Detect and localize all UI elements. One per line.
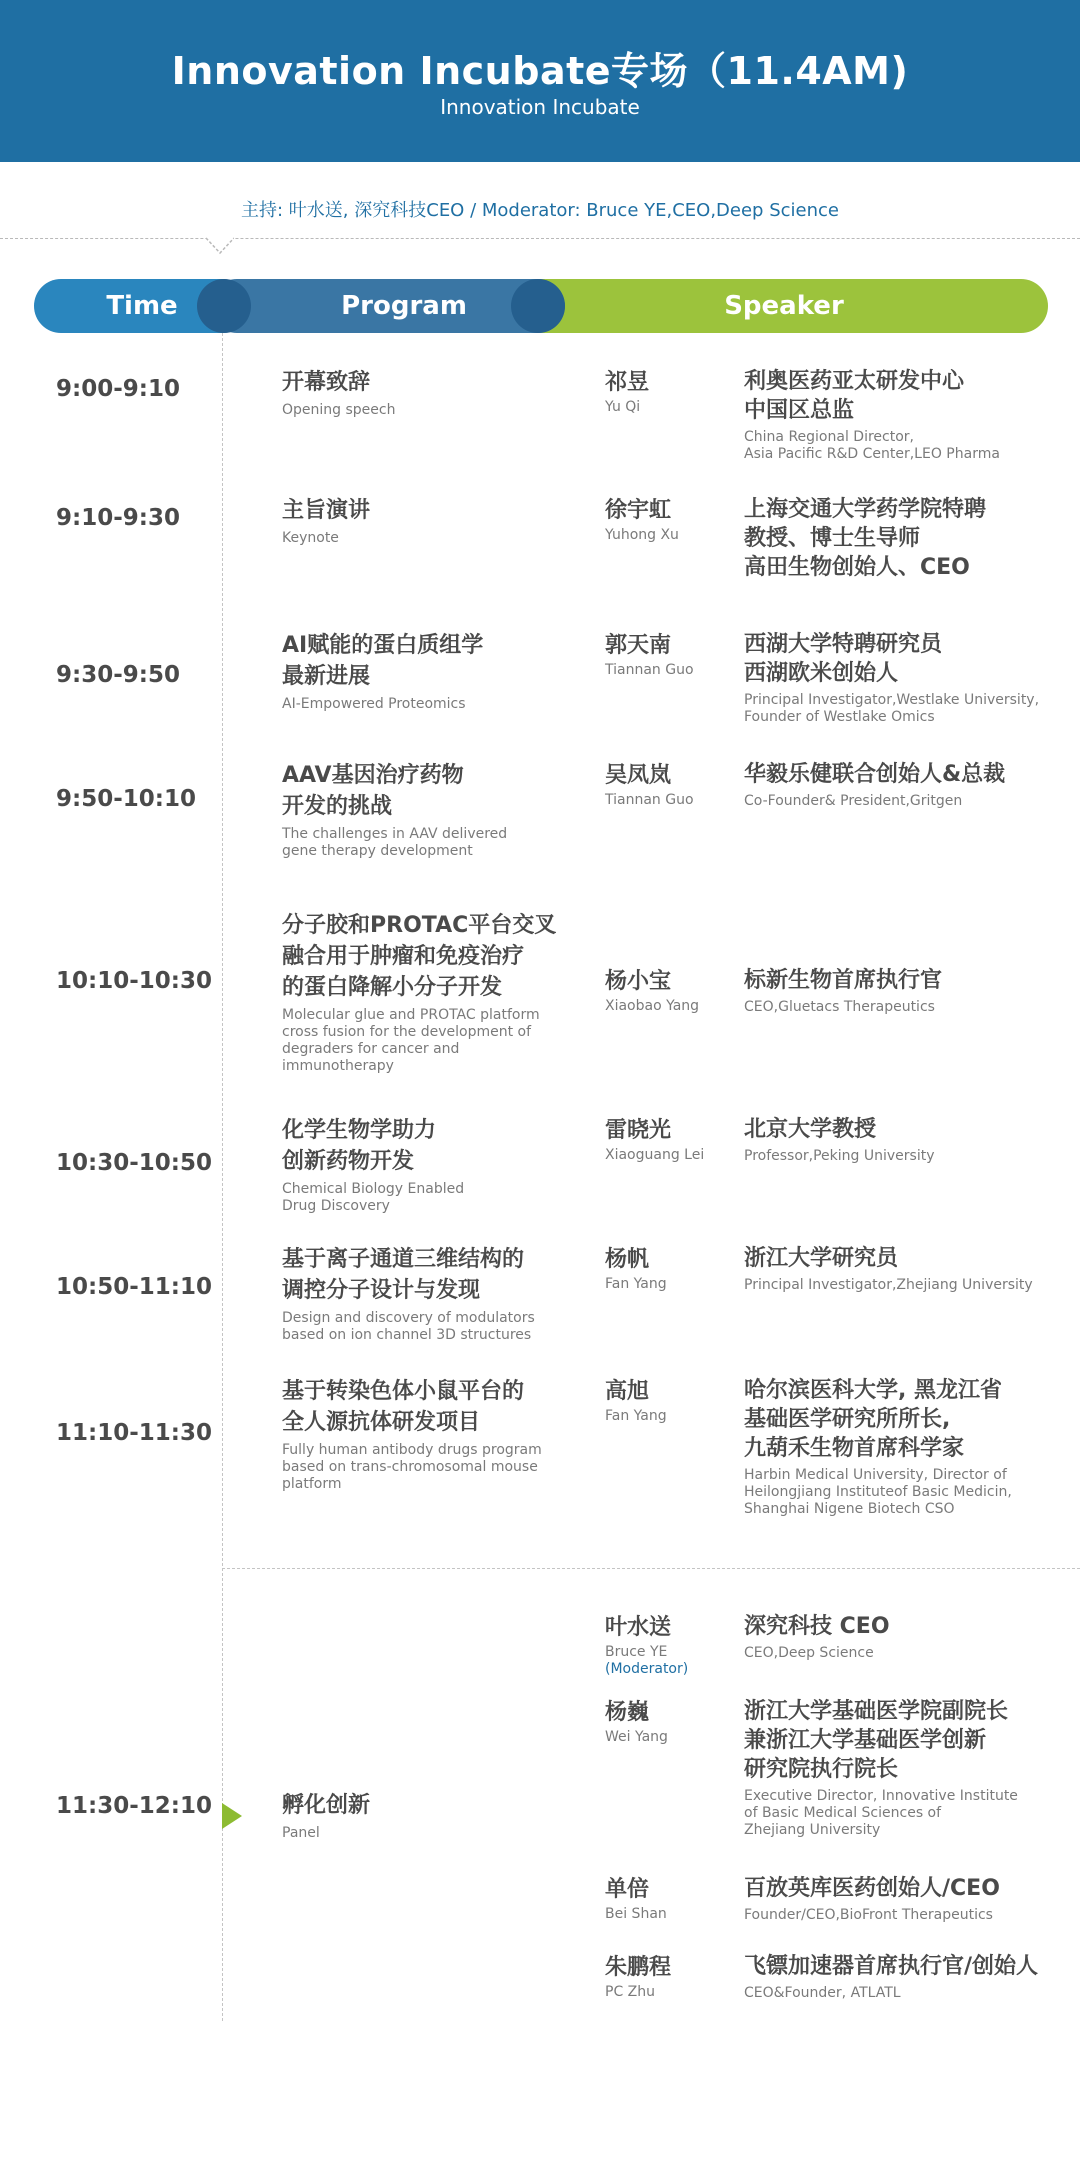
session-speaker <box>605 966 735 1015</box>
session-program <box>282 630 582 713</box>
session-speaker <box>605 367 735 416</box>
speaker-name-en: Fan Yang <box>605 1276 667 1292</box>
affiliation-en: Founder/CEO,BioFront Therapeutics <box>744 1907 993 1923</box>
program-title-en: Opening speech <box>282 402 396 418</box>
speaker-name-zh: 杨帆 <box>605 1247 650 1272</box>
affiliation-en: Executive Director, Innovative Institute of Basic Medical Sciences of Zhejiang University <box>744 1788 1018 1838</box>
panel-speaker <box>605 1952 735 2001</box>
session-speaker <box>605 760 735 809</box>
program-title-en: Keynote <box>282 530 339 546</box>
session-program <box>282 1376 582 1493</box>
session-time: 9:10-9:30 <box>56 505 180 531</box>
session-time: 9:00-9:10 <box>56 376 180 402</box>
speaker-affiliation <box>744 760 1064 810</box>
program-title-en: Chemical Biology Enabled Drug Discovery <box>282 1181 465 1214</box>
session-time: 10:10-10:30 <box>56 968 212 994</box>
affiliation-zh: 华毅乐健联合创始人&总裁 <box>744 762 1006 787</box>
speaker-name-zh: 雷晓光 <box>605 1118 672 1143</box>
affiliation-en: China Regional Director, Asia Pacific R&D Center,LEO Pharma <box>744 429 1000 462</box>
program-column-label: Program <box>341 291 467 321</box>
affiliation-en: Harbin Medical University, Director of Heilongjiang Instituteof Basic Medicin, Shanghai Nigene Biotech CSO <box>744 1467 1012 1517</box>
speaker-name-zh: 单倍 <box>605 1877 650 1902</box>
program-title-zh: 化学生物学助力 创新药物开发 <box>282 1118 437 1174</box>
panel-speaker-affiliation <box>744 1612 1064 1662</box>
divider-notch <box>206 237 234 257</box>
session-speaker <box>605 495 735 544</box>
program-title-zh: 分子胶和PROTAC平台交叉 融合用于肿瘤和免疫治疗 的蛋白降解小分子开发 <box>282 913 557 1000</box>
affiliation-zh: 哈尔滨医科大学, 黑龙江省 基础医学研究所所长, 九葫禾生物首席科学家 <box>744 1378 1003 1461</box>
session-time: 9:50-10:10 <box>56 786 196 812</box>
panel-time: 11:30-12:10 <box>56 1793 212 1819</box>
program-title-zh: 基于离子通道三维结构的 调控分子设计与发现 <box>282 1247 525 1303</box>
affiliation-zh: 浙江大学基础医学院副院长 兼浙江大学基础医学创新 研究院执行院长 <box>744 1699 1009 1782</box>
session-program <box>282 1244 582 1344</box>
affiliation-zh: 标新生物首席执行官 <box>744 968 943 993</box>
program-title-zh: AI赋能的蛋白质组学 最新进展 <box>282 633 484 689</box>
panel-speaker-affiliation <box>744 1874 1064 1924</box>
speaker-name-en: Yuhong Xu <box>605 527 679 543</box>
affiliation-zh: 百放英库医药创始人/CEO <box>744 1876 1000 1901</box>
session-speaker <box>605 1376 735 1425</box>
speaker-name-en: Wei Yang <box>605 1729 668 1745</box>
speaker-name-en: Tiannan Guo <box>605 662 694 678</box>
session-program <box>282 367 582 419</box>
affiliation-en: Principal Investigator,Zhejiang University <box>744 1277 1033 1293</box>
panel-title-en: Panel <box>282 1825 320 1841</box>
program-title-zh: AAV基因治疗药物 开发的挑战 <box>282 763 464 819</box>
panel-speaker-affiliation <box>744 1697 1064 1839</box>
affiliation-zh: 深究科技 CEO <box>744 1614 890 1639</box>
panel-speaker <box>605 1612 735 1678</box>
speaker-name-en: Bruce YE <box>605 1644 668 1660</box>
top-divider <box>0 238 1080 239</box>
timeline-line <box>222 333 223 2021</box>
session-program <box>282 760 582 860</box>
affiliation-en: Principal Investigator,Westlake University, Founder of Westlake Omics <box>744 692 1040 725</box>
moderator-role: (Moderator) <box>605 1661 689 1677</box>
affiliation-en: CEO,Gluetacs Therapeutics <box>744 999 935 1015</box>
session-speaker <box>605 630 735 679</box>
affiliation-zh: 飞镖加速器首席执行官/创始人 <box>744 1954 1039 1979</box>
session-speaker <box>605 1244 735 1293</box>
program-title-en: Fully human antibody drugs program based on trans-chromosomal mouse platform <box>282 1442 542 1492</box>
affiliation-zh: 北京大学教授 <box>744 1117 877 1142</box>
page-title: Innovation Incubate专场（11.4AM) <box>171 49 909 93</box>
panel-speaker <box>605 1697 735 1746</box>
speaker-affiliation <box>744 1376 1064 1518</box>
session-time: 11:10-11:30 <box>56 1420 212 1446</box>
affiliation-zh: 西湖大学特聘研究员 西湖欧米创始人 <box>744 632 943 686</box>
speaker-name-en: Bei Shan <box>605 1906 667 1922</box>
page-subtitle: Innovation Incubate <box>440 95 640 119</box>
speaker-affiliation <box>744 1115 1064 1165</box>
page-header <box>0 0 1080 162</box>
session-time: 10:30-10:50 <box>56 1150 212 1176</box>
speaker-name-zh: 祁昱 <box>605 370 650 395</box>
speaker-name-zh: 郭天南 <box>605 633 672 658</box>
affiliation-en: CEO&Founder, ATLATL <box>744 1985 901 2001</box>
speaker-name-en: Tiannan Guo <box>605 792 694 808</box>
speaker-name-en: Xiaobao Yang <box>605 998 700 1014</box>
program-title-zh: 开幕致辞 <box>282 370 371 395</box>
panel-program <box>282 1790 582 1842</box>
affiliation-zh: 利奥医药亚太研发中心 中国区总监 <box>744 369 965 423</box>
speaker-name-en: Fan Yang <box>605 1408 667 1424</box>
affiliation-zh: 上海交通大学药学院特聘 教授、博士生导师 高田生物创始人、CEO <box>744 497 987 580</box>
session-speaker <box>605 1115 735 1164</box>
panel-marker-icon <box>222 1803 242 1829</box>
session-program <box>282 910 582 1075</box>
speaker-name-zh: 杨小宝 <box>605 969 672 994</box>
speaker-name-zh: 朱鹏程 <box>605 1955 672 1980</box>
affiliation-zh: 浙江大学研究员 <box>744 1246 899 1271</box>
session-time: 9:30-9:50 <box>56 662 180 688</box>
speaker-name-en: Xiaoguang Lei <box>605 1147 705 1163</box>
time-column-label: Time <box>106 291 178 321</box>
program-title-en: The challenges in AAV delivered gene therapy development <box>282 826 508 859</box>
speaker-name-zh: 叶水送 <box>605 1615 672 1640</box>
speaker-name-en: PC Zhu <box>605 1984 656 2000</box>
moderator-line: 主持: 叶水送, 深究科技CEO / Moderator: Bruce YE,CEO,Deep Science <box>241 200 839 221</box>
speaker-affiliation <box>744 495 1064 586</box>
speaker-affiliation <box>744 966 1064 1016</box>
speaker-name-zh: 徐宇虹 <box>605 498 672 523</box>
speaker-name-en: Yu Qi <box>605 399 641 415</box>
speaker-affiliation <box>744 367 1064 463</box>
speaker-affiliation <box>744 630 1064 726</box>
speaker-name-zh: 高旭 <box>605 1379 650 1404</box>
speaker-column-label: Speaker <box>724 291 844 321</box>
affiliation-en: Professor,Peking University <box>744 1148 935 1164</box>
program-title-en: Molecular glue and PROTAC platform cross fusion for the development of degraders for cancer and immunotherapy <box>282 1007 540 1074</box>
panel-speaker-affiliation <box>744 1952 1064 2002</box>
panel-title-zh: 孵化创新 <box>282 1793 371 1818</box>
speaker-name-zh: 杨巍 <box>605 1700 650 1725</box>
speaker-name-zh: 吴凤岚 <box>605 763 672 788</box>
panel-speaker <box>605 1874 735 1923</box>
column-header-bar <box>34 279 1048 333</box>
program-title-en: AI-Empowered Proteomics <box>282 696 466 712</box>
program-title-zh: 基于转染色体小鼠平台的 全人源抗体研发项目 <box>282 1379 525 1435</box>
program-title-en: Design and discovery of modulators based on ion channel 3D structures <box>282 1310 535 1343</box>
affiliation-en: CEO,Deep Science <box>744 1645 874 1661</box>
session-program <box>282 495 582 547</box>
speaker-affiliation <box>744 1244 1064 1294</box>
session-program <box>282 1115 582 1215</box>
program-title-zh: 主旨演讲 <box>282 498 371 523</box>
affiliation-en: Co-Founder& President,Gritgen <box>744 793 963 809</box>
panel-divider <box>222 1568 1080 1569</box>
session-time: 10:50-11:10 <box>56 1274 212 1300</box>
